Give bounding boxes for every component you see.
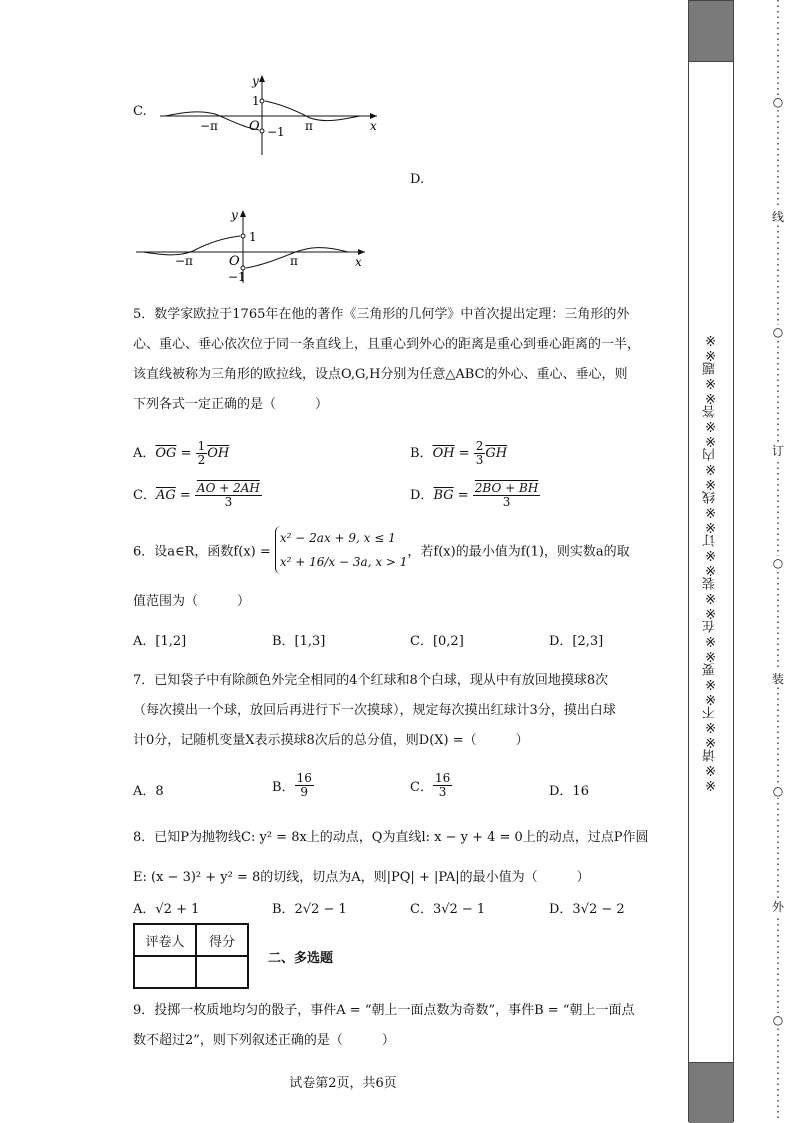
seal-circle-4: ○ [772, 784, 784, 798]
question-5: 5．数学家欧拉于1765年在他的著作《三角形的几何学》中首次提出定理：三角形的外 心、重心、垂心依次位于同一条直线上，且重心到外心的距离是重心到垂心距离的一半， 该直线被称为三角形的欧拉线，设点O,G,H分别为任意△ABC的外心、重心、垂心，则 下列各式一定正确的是（ ） [133, 307, 641, 412]
seal-circle-5: ○ [772, 1013, 784, 1027]
q6-option-b: B．[1,3] [272, 634, 326, 649]
q7-option-a: A．8 [133, 784, 164, 799]
q6-option-a: A．[1,2] [133, 634, 187, 649]
graph-c-x-label: x [370, 119, 377, 133]
q7-option-b: B． $\frac{16}{9}$ [272, 771, 312, 799]
graph-c-y-label: y [252, 74, 259, 88]
seal-wai: 外 [772, 900, 785, 914]
q5-option-d: D．$\overline{BG}$ = $\frac{2BO + BH}{3}$ [410, 481, 539, 509]
graph-c-pi: π [305, 119, 313, 133]
seal-circle-2: ○ [772, 325, 784, 339]
q7-option-c: C． $\frac{16}{3}$ [410, 771, 451, 799]
question-7: 7．已知袋子中有除颜色外完全相同的4个红球和8个白球，现从中有放回地摸球8次 （每次摸出一个球，放回后再进行下一次摸球），规定每次摸出红球计3分，摸出白球 计0分，记随机变量X表示摸球8次后的总分值，则D(X) =（ ） [133, 673, 616, 748]
q6-option-d: D．[2,3] [549, 634, 604, 649]
graph-d-origin: O [229, 254, 240, 269]
question-6: 6．设a∈R，函数f(x) = x² − 2ax + 9, x ≤ 1 x² + 16/x − 3a, x > 1 ，若f(x)的最小值为f(1)，则实数a的取 [133, 526, 630, 574]
section-title-multi-choice: 二、多选题 [268, 951, 334, 966]
graph-d-neg-pi: −π [175, 254, 193, 268]
q7-option-d: D．16 [549, 784, 589, 799]
q6-option-c: C．[0,2] [410, 634, 464, 649]
seal-xian: 线 [772, 210, 785, 224]
graph-c [155, 70, 385, 160]
graph-d-one: 1 [249, 230, 257, 244]
q8-option-d: D．3√2 − 2 [549, 902, 625, 917]
page-footer: 试卷第2页，共6页 [289, 1076, 397, 1091]
seal-circle-1: ○ [772, 95, 784, 109]
question-9: 9．投掷一枚质地均匀的骰子，事件A = “朝上一面点数为奇数”，事件B = “朝上一面点 数不超过2”，则下列叙述正确的是（ ） [133, 1003, 635, 1048]
reviewer-header: 评卷人 [134, 924, 196, 956]
graph-d-x-label: x [355, 255, 362, 269]
graph-d-y-label: y [231, 208, 238, 222]
score-table [133, 923, 249, 989]
seal-zhuang: 装 [772, 672, 785, 686]
graph-d-pi: π [290, 254, 298, 268]
graph-c-neg-one: −1 [267, 125, 285, 139]
option-c-label: C. [133, 104, 147, 119]
q8-option-a: A．√2 + 1 [133, 902, 200, 917]
no-answer-warning: ※※请※※不※※要※※在※※装※※订※※线※※内※※答※※题※※ [703, 332, 718, 792]
q8-option-b: B．2√2 − 1 [272, 902, 347, 917]
seal-ding: 订 [772, 444, 785, 458]
graph-d-neg-one: −1 [228, 270, 246, 284]
graph-c-neg-pi: −π [200, 119, 218, 133]
option-d-label: D. [410, 172, 425, 187]
score-header: 得分 [196, 924, 248, 956]
q5-option-c: C．$\overline{AG}$ = $\frac{AO + 2AH}{3}$ [133, 481, 260, 509]
binding-strip [688, 0, 734, 1122]
binding-margin [686, 0, 794, 1122]
graph-d [133, 205, 373, 285]
reviewer-cell[interactable] [134, 956, 196, 988]
q5-option-a: A．$\overline{OG}$ = $\frac{1}{2}$ $\overline{OH}$ [133, 439, 230, 467]
score-cell[interactable] [196, 956, 248, 988]
question-8: 8．已知P为抛物线C: y² = 8x上的动点，Q为直线l: x − y + 4 = 0上的动点，过点P作圆 E: (x − 3)² + y² = 8的切线，切点为A，则|PQ| + |PA|的最小值为（ ） [133, 830, 649, 885]
graph-c-one: 1 [252, 94, 260, 108]
q8-option-c: C．3√2 − 1 [410, 902, 486, 917]
q5-option-b: B．$\overline{OH}$ = $\frac{2}{3}$ $\overline{GH}$ [410, 439, 508, 467]
graph-c-origin: O [249, 119, 260, 134]
q6-line2: 值范围为（ ） [133, 594, 251, 609]
seal-circle-3: ○ [772, 556, 784, 570]
